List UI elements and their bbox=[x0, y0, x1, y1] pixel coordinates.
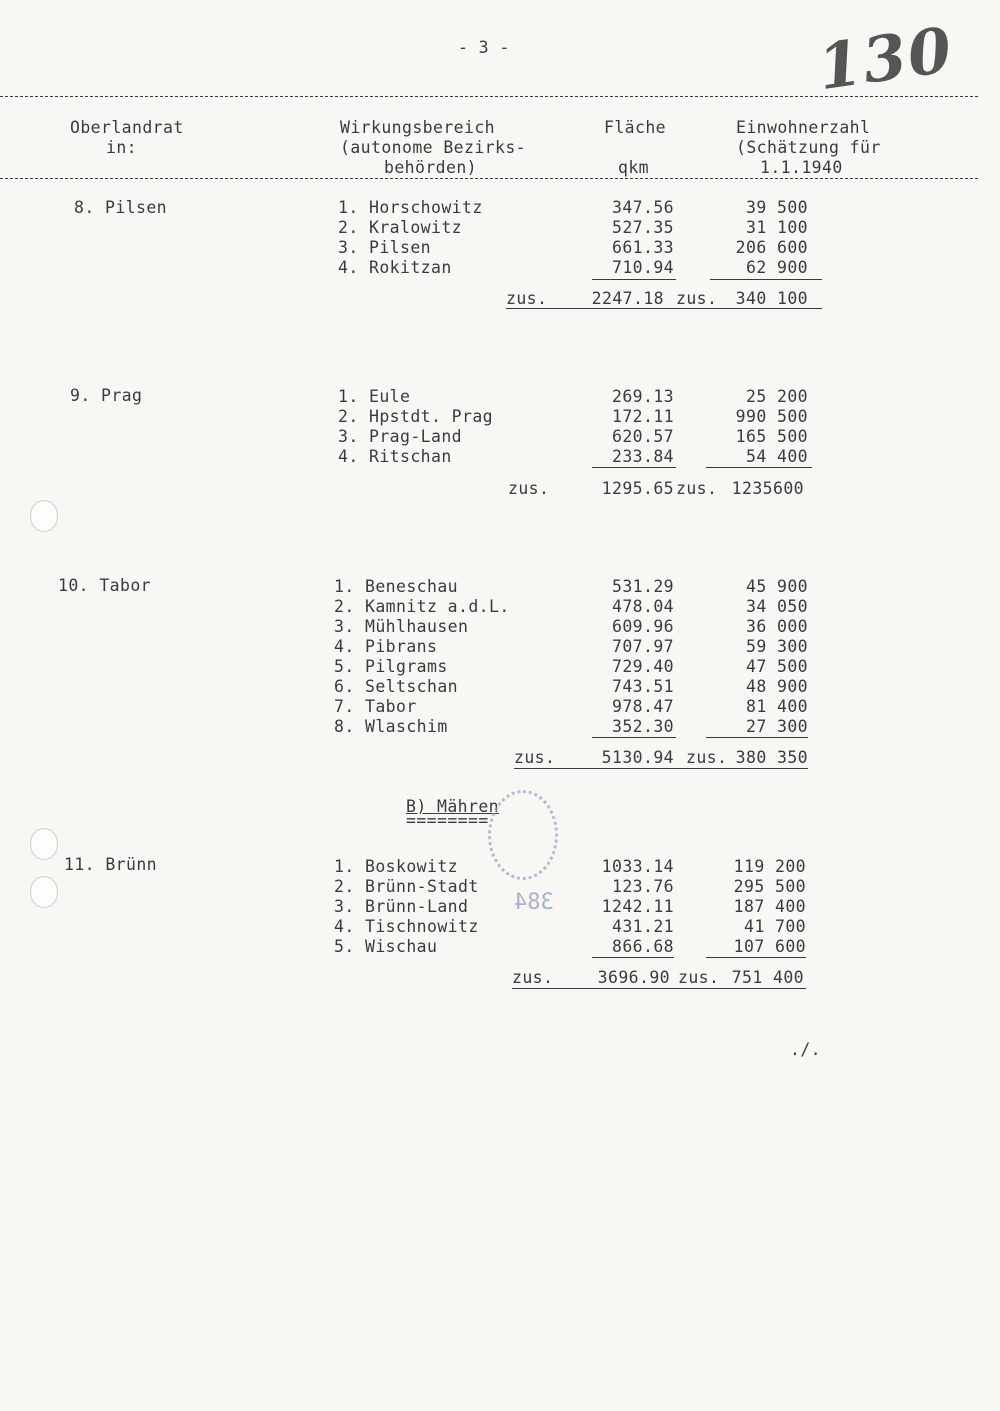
district-area: 866.68 bbox=[611, 937, 674, 956]
total-area: 1295.65 bbox=[601, 479, 674, 498]
subtotal-underline bbox=[592, 279, 676, 280]
total-prefix: zus. bbox=[514, 748, 556, 767]
district-name: 7. Tabor bbox=[334, 697, 417, 716]
header-col-wirkungsbereich-1: Wirkungsbereich bbox=[340, 118, 496, 137]
header-col-einwohner-1: Einwohnerzahl bbox=[736, 118, 871, 137]
district-area: 661.33 bbox=[611, 238, 674, 257]
group-label: 9. Prag bbox=[70, 386, 143, 405]
header-col-oberlandrat-2: in: bbox=[106, 138, 138, 157]
district-name: 3. Brünn-Land bbox=[334, 897, 469, 916]
header-col-flaeche-1: Fläche bbox=[604, 118, 667, 137]
district-area: 609.96 bbox=[611, 617, 674, 636]
district-name: 5. Wischau bbox=[334, 937, 438, 956]
total-prefix: zus. bbox=[506, 289, 548, 308]
subtotal-underline bbox=[706, 737, 808, 738]
district-name: 1. Boskowitz bbox=[334, 857, 459, 876]
district-area: 531.29 bbox=[611, 577, 674, 596]
total-underline bbox=[506, 308, 822, 309]
total-population-prefix: zus. bbox=[678, 968, 720, 987]
district-population: 31 100 bbox=[745, 218, 808, 237]
district-name: 1. Horschowitz bbox=[338, 198, 483, 217]
total-area: 2247.18 bbox=[591, 289, 664, 308]
district-population: 36 000 bbox=[745, 617, 808, 636]
total-area: 5130.94 bbox=[601, 748, 674, 767]
district-area: 620.57 bbox=[611, 427, 674, 446]
archive-stamp bbox=[488, 790, 558, 880]
header-top-rule bbox=[0, 96, 978, 97]
district-population: 39 500 bbox=[745, 198, 808, 217]
district-name: 6. Seltschan bbox=[334, 677, 459, 696]
header-col-einwohner-2: (Schätzung für bbox=[736, 138, 881, 157]
district-population: 47 500 bbox=[745, 657, 808, 676]
district-population: 45 900 bbox=[745, 577, 808, 596]
subtotal-underline bbox=[710, 279, 822, 280]
subtotal-underline bbox=[706, 957, 806, 958]
section-heading-double-rule: ======== bbox=[406, 811, 489, 830]
district-population: 54 400 bbox=[745, 447, 808, 466]
total-population: 1235600 bbox=[731, 479, 804, 498]
district-name: 2. Hpstdt. Prag bbox=[338, 407, 494, 426]
district-population: 206 600 bbox=[735, 238, 808, 257]
group-label: 8. Pilsen bbox=[74, 198, 168, 217]
district-name: 3. Mühlhausen bbox=[334, 617, 469, 636]
district-name: 4. Rokitzan bbox=[338, 258, 452, 277]
page-number: - 3 - bbox=[458, 38, 510, 57]
header-col-wirkungsbereich-3: behörden) bbox=[384, 158, 478, 177]
section-heading: B) Mähren bbox=[406, 797, 500, 816]
punch-hole bbox=[30, 500, 58, 532]
district-area: 707.97 bbox=[611, 637, 674, 656]
group-label: 11. Brünn bbox=[64, 855, 158, 874]
group-label: 10. Tabor bbox=[58, 576, 152, 595]
continuation-mark: ./. bbox=[790, 1040, 822, 1059]
total-population: 380 350 bbox=[735, 748, 808, 767]
district-population: 25 200 bbox=[745, 387, 808, 406]
district-area: 123.76 bbox=[611, 877, 674, 896]
district-area: 478.04 bbox=[611, 597, 674, 616]
district-area: 1242.11 bbox=[601, 897, 674, 916]
district-name: 2. Kamnitz a.d.L. bbox=[334, 597, 510, 616]
district-name: 4. Pibrans bbox=[334, 637, 438, 656]
district-population: 41 700 bbox=[743, 917, 806, 936]
district-area: 743.51 bbox=[611, 677, 674, 696]
district-name: 3. Prag-Land bbox=[338, 427, 463, 446]
district-name: 2. Kralowitz bbox=[338, 218, 463, 237]
district-area: 978.47 bbox=[611, 697, 674, 716]
header-col-wirkungsbereich-2: (autonome Bezirks- bbox=[340, 138, 527, 157]
punch-hole bbox=[30, 828, 58, 860]
district-area: 431.21 bbox=[611, 917, 674, 936]
district-population: 295 500 bbox=[733, 877, 806, 896]
district-population: 990 500 bbox=[735, 407, 808, 426]
district-name: 4. Ritschan bbox=[338, 447, 452, 466]
district-population: 119 200 bbox=[733, 857, 806, 876]
header-col-oberlandrat-1: Oberlandrat bbox=[70, 118, 184, 137]
district-area: 352.30 bbox=[611, 717, 674, 736]
district-population: 165 500 bbox=[735, 427, 808, 446]
district-name: 5. Pilgrams bbox=[334, 657, 448, 676]
subtotal-underline bbox=[706, 467, 812, 468]
district-population: 27 300 bbox=[745, 717, 808, 736]
header-bottom-rule bbox=[0, 178, 978, 179]
handwritten-folio-number: 130 bbox=[813, 12, 958, 105]
district-name: 8. Wlaschim bbox=[334, 717, 448, 736]
total-population-prefix: zus. bbox=[686, 748, 728, 767]
subtotal-underline bbox=[592, 467, 676, 468]
total-underline bbox=[514, 768, 808, 769]
district-population: 62 900 bbox=[745, 258, 808, 277]
district-name: 2. Brünn-Stadt bbox=[334, 877, 479, 896]
district-population: 34 050 bbox=[745, 597, 808, 616]
district-name: 4. Tischnowitz bbox=[334, 917, 479, 936]
district-area: 347.56 bbox=[611, 198, 674, 217]
header-col-einwohner-3: 1.1.1940 bbox=[760, 158, 843, 177]
district-area: 1033.14 bbox=[601, 857, 674, 876]
total-area: 3696.90 bbox=[597, 968, 670, 987]
district-area: 729.40 bbox=[611, 657, 674, 676]
district-name: 3. Pilsen bbox=[338, 238, 432, 257]
total-population: 751 400 bbox=[731, 968, 804, 987]
district-name: 1. Beneschau bbox=[334, 577, 459, 596]
header-col-flaeche-2: qkm bbox=[618, 158, 650, 177]
district-area: 710.94 bbox=[611, 258, 674, 277]
total-underline bbox=[512, 988, 806, 989]
subtotal-underline bbox=[592, 957, 674, 958]
total-population: 340 100 bbox=[735, 289, 808, 308]
district-population: 48 900 bbox=[745, 677, 808, 696]
district-population: 107 600 bbox=[733, 937, 806, 956]
district-population: 59 300 bbox=[745, 637, 808, 656]
subtotal-underline bbox=[592, 737, 676, 738]
total-population-prefix: zus. bbox=[676, 289, 718, 308]
total-prefix: zus. bbox=[512, 968, 554, 987]
district-area: 172.11 bbox=[611, 407, 674, 426]
district-population: 187 400 bbox=[733, 897, 806, 916]
total-prefix: zus. bbox=[508, 479, 550, 498]
total-population-prefix: zus. bbox=[676, 479, 718, 498]
district-population: 81 400 bbox=[745, 697, 808, 716]
district-area: 527.35 bbox=[611, 218, 674, 237]
stamp-number: 384 bbox=[514, 890, 554, 915]
district-area: 233.84 bbox=[611, 447, 674, 466]
punch-hole bbox=[30, 876, 58, 908]
district-name: 1. Eule bbox=[338, 387, 411, 406]
district-area: 269.13 bbox=[611, 387, 674, 406]
